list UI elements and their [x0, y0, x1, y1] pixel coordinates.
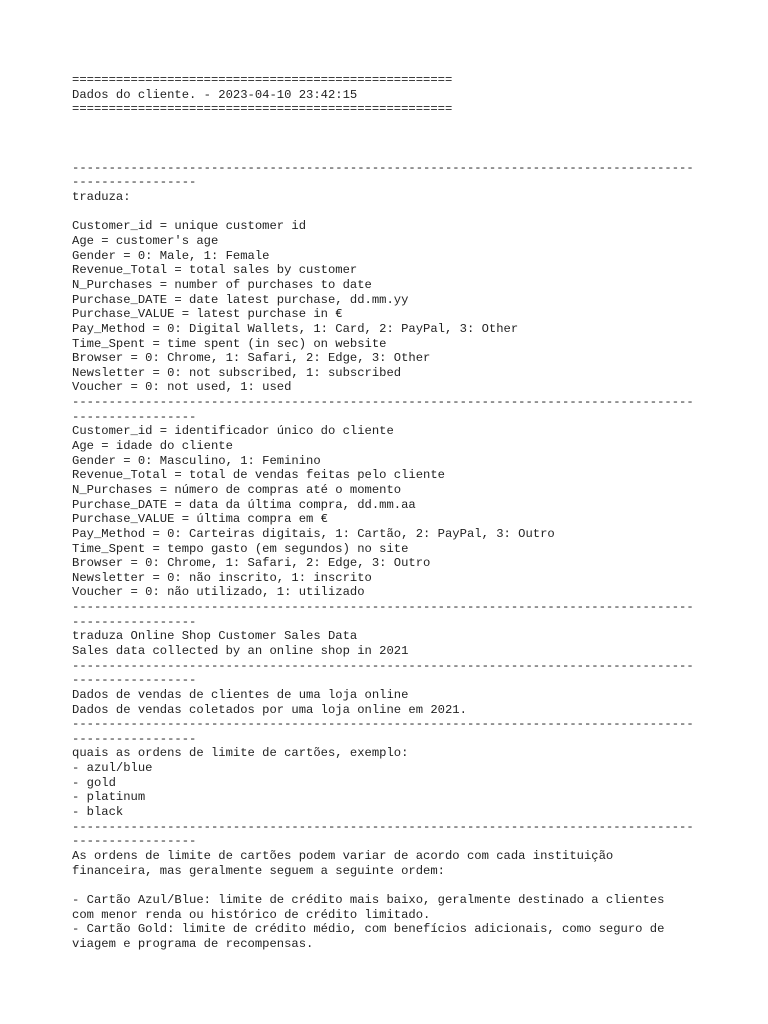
- separator-line-wrap: -----------------: [72, 409, 197, 424]
- text-line: Time_Spent = time spent (in sec) on website: [72, 336, 387, 351]
- spacer: [72, 146, 712, 161]
- message-block: [72, 688, 712, 717]
- text-line: Time_Spent = tempo gasto (em segundos) no site: [72, 541, 409, 556]
- separator-line-wrap: -----------------: [72, 834, 197, 849]
- spacer: [72, 132, 712, 147]
- separator-line-wrap: -----------------: [72, 614, 197, 629]
- text-line: Purchase_VALUE = latest purchase in €: [72, 307, 343, 322]
- text-line: viagem e programa de recompensas.: [72, 936, 314, 951]
- text-line: Newsletter = 0: não inscrito, 1: inscrito: [72, 570, 372, 585]
- spacer: [72, 117, 712, 132]
- text-line: Age = customer's age: [72, 234, 219, 249]
- separator-line-wrap: -----------------: [72, 731, 197, 746]
- text-line: Pay_Method = 0: Digital Wallets, 1: Card, 2: PayPal, 3: Other: [72, 321, 519, 336]
- text-line: Voucher = 0: não utilizado, 1: utilizado: [72, 585, 365, 600]
- text-line: Customer_id = unique customer id: [72, 219, 307, 234]
- header-rule-top: ====================================================: [72, 73, 453, 87]
- text-line: - gold: [72, 775, 116, 790]
- text-line: Pay_Method = 0: Carteiras digitais, 1: Cartão, 2: PayPal, 3: Outro: [72, 526, 555, 541]
- text-line: As ordens de limite de cartões podem variar de acordo com cada instituição: [72, 848, 614, 863]
- header-rule-bottom: ====================================================: [72, 102, 453, 117]
- text-line: traduza Online Shop Customer Sales Data: [72, 629, 358, 644]
- text-line: com menor renda ou histórico de crédito limitado.: [72, 907, 431, 922]
- text-line: Dados de vendas coletados por uma loja online em 2021.: [72, 702, 467, 717]
- text-line: Sales data collected by an online shop in 2021: [72, 643, 409, 658]
- separator-line: -------------------------------------------------------------------------------------: [72, 819, 694, 834]
- text-line: Purchase_DATE = date latest purchase, dd.mm.yy: [72, 292, 409, 307]
- separator-line: -------------------------------------------------------------------------------------: [72, 160, 694, 175]
- text-line: traduza:: [72, 190, 131, 205]
- text-line: Revenue_Total = total sales by customer: [72, 263, 358, 278]
- text-line: Purchase_DATE = data da última compra, dd.mm.aa: [72, 497, 416, 512]
- separator-line-wrap: -----------------: [72, 673, 197, 688]
- separator-line: -------------------------------------------------------------------------------------: [72, 395, 694, 410]
- text-line: - platinum: [72, 790, 146, 805]
- message-block: [72, 190, 712, 395]
- text-line: Newsletter = 0: not subscribed, 1: subscribed: [72, 365, 402, 380]
- text-line: N_Purchases = número de compras até o momento: [72, 482, 402, 497]
- message-block: [72, 746, 712, 819]
- message-blocks: [72, 161, 712, 952]
- separator-line: -------------------------------------------------------------------------------------: [72, 717, 694, 732]
- text-line: Customer_id = identificador único do cliente: [72, 424, 394, 439]
- text-line: - Cartão Gold: limite de crédito médio, com benefícios adicionais, como seguro de: [72, 922, 665, 937]
- text-line: [72, 878, 712, 893]
- text-line: Age = idade do cliente: [72, 439, 233, 454]
- separator-line: -------------------------------------------------------------------------------------: [72, 658, 694, 673]
- text-line: N_Purchases = number of purchases to date: [72, 277, 372, 292]
- separator-line-wrap: -----------------: [72, 175, 197, 190]
- message-block: [72, 849, 712, 951]
- text-line: Purchase_VALUE = última compra em €: [72, 512, 328, 527]
- message-block: [72, 424, 712, 600]
- separator-line: -------------------------------------------------------------------------------------: [72, 600, 694, 615]
- text-line: Browser = 0: Chrome, 1: Safari, 2: Edge, 3: Other: [72, 351, 431, 366]
- text-line: Dados de vendas de clientes de uma loja online: [72, 687, 409, 702]
- text-line: [72, 205, 712, 220]
- document-title: Dados do cliente. - 2023-04-10 23:42:15: [72, 87, 358, 102]
- text-line: - black: [72, 805, 124, 820]
- text-line: quais as ordens de limite de cartões, exemplo:: [72, 746, 409, 761]
- message-block: [72, 629, 712, 658]
- text-line: Voucher = 0: not used, 1: used: [72, 380, 292, 395]
- text-line: Revenue_Total = total de vendas feitas pelo cliente: [72, 468, 445, 483]
- text-line: Browser = 0: Chrome, 1: Safari, 2: Edge, 3: Outro: [72, 556, 431, 571]
- chat-transcript-document: [72, 73, 712, 951]
- text-line: - azul/blue: [72, 761, 153, 776]
- text-line: Gender = 0: Male, 1: Female: [72, 248, 270, 263]
- text-line: Gender = 0: Masculino, 1: Feminino: [72, 453, 321, 468]
- text-line: financeira, mas geralmente seguem a seguinte ordem:: [72, 863, 445, 878]
- text-line: - Cartão Azul/Blue: limite de crédito mais baixo, geralmente destinado a clientes: [72, 892, 665, 907]
